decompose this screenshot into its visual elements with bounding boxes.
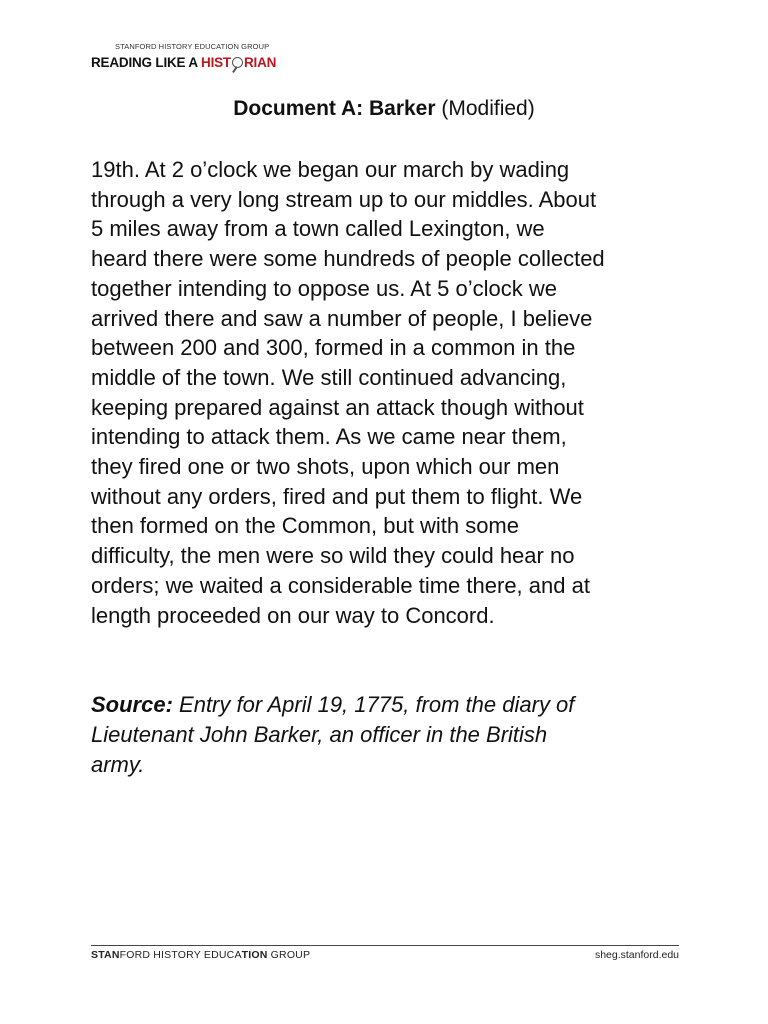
body-line: 19th. At 2 o’clock we began our march by wading xyxy=(91,157,570,182)
magnifier-icon xyxy=(232,57,243,68)
footer-org-bold-a: STAN xyxy=(91,949,120,961)
footer-org-text-a: FORD HISTORY EDUCA xyxy=(119,949,242,961)
logo-text-black: READING LIKE A xyxy=(91,55,202,70)
body-line: keeping prepared against an attack though without xyxy=(91,394,584,420)
source-label: Source: xyxy=(91,692,173,717)
body-line: without any orders, fired and put them to flight. We xyxy=(91,483,583,509)
footer-divider xyxy=(91,945,679,946)
source-line: army. xyxy=(91,752,145,777)
body-line: together intending to oppose us. At 5 o’clock we xyxy=(91,275,557,301)
document-title-modified: (Modified) xyxy=(435,97,535,120)
source-line: Lieutenant John Barker, an officer in the British xyxy=(91,722,548,747)
body-line: length proceeded on our way to Concord. xyxy=(91,602,495,628)
body-line: 5 miles away from a town called Lexington, we xyxy=(91,216,545,242)
logo-text-red: HIST xyxy=(201,55,231,70)
logo-wordmark xyxy=(91,54,291,71)
body-line: orders; we waited a considerable time there, and at xyxy=(91,572,590,598)
body-line: they fired one or two shots, upon which our men xyxy=(91,454,560,480)
body-line: between 200 and 300, formed in a common in the xyxy=(91,335,576,361)
body-line: middle of the town. We still continued advancing, xyxy=(91,364,567,390)
body-line: intending to attack them. As we came near them, xyxy=(91,424,567,450)
source-citation xyxy=(91,690,691,780)
footer-website: sheg.stanford.edu xyxy=(594,949,679,961)
footer-org-text-b: GROUP xyxy=(267,949,311,961)
body-line: arrived there and saw a number of people, I believe xyxy=(91,305,593,331)
source-line xyxy=(91,690,691,720)
document-title-bold: Document A: Barker xyxy=(233,97,436,120)
footer-org-name xyxy=(91,949,310,962)
document-title xyxy=(0,96,768,122)
logo-org-name: STANFORD HISTORY EDUCATION GROUP xyxy=(115,42,270,51)
footer-org-bold-b: TION xyxy=(241,949,268,961)
document-body xyxy=(91,155,691,630)
sheg-logo xyxy=(91,42,291,71)
body-line: heard there were some hundreds of people collected xyxy=(91,246,605,272)
body-line: then formed on the Common, but with some xyxy=(91,513,519,539)
body-line: through a very long stream up to our middles. About xyxy=(91,186,597,212)
source-text: Entry for April 19, 1775, from the diary of xyxy=(172,692,575,717)
body-line: difficulty, the men were so wild they could hear no xyxy=(91,543,575,569)
logo-text-red-end: RIAN xyxy=(243,55,277,70)
